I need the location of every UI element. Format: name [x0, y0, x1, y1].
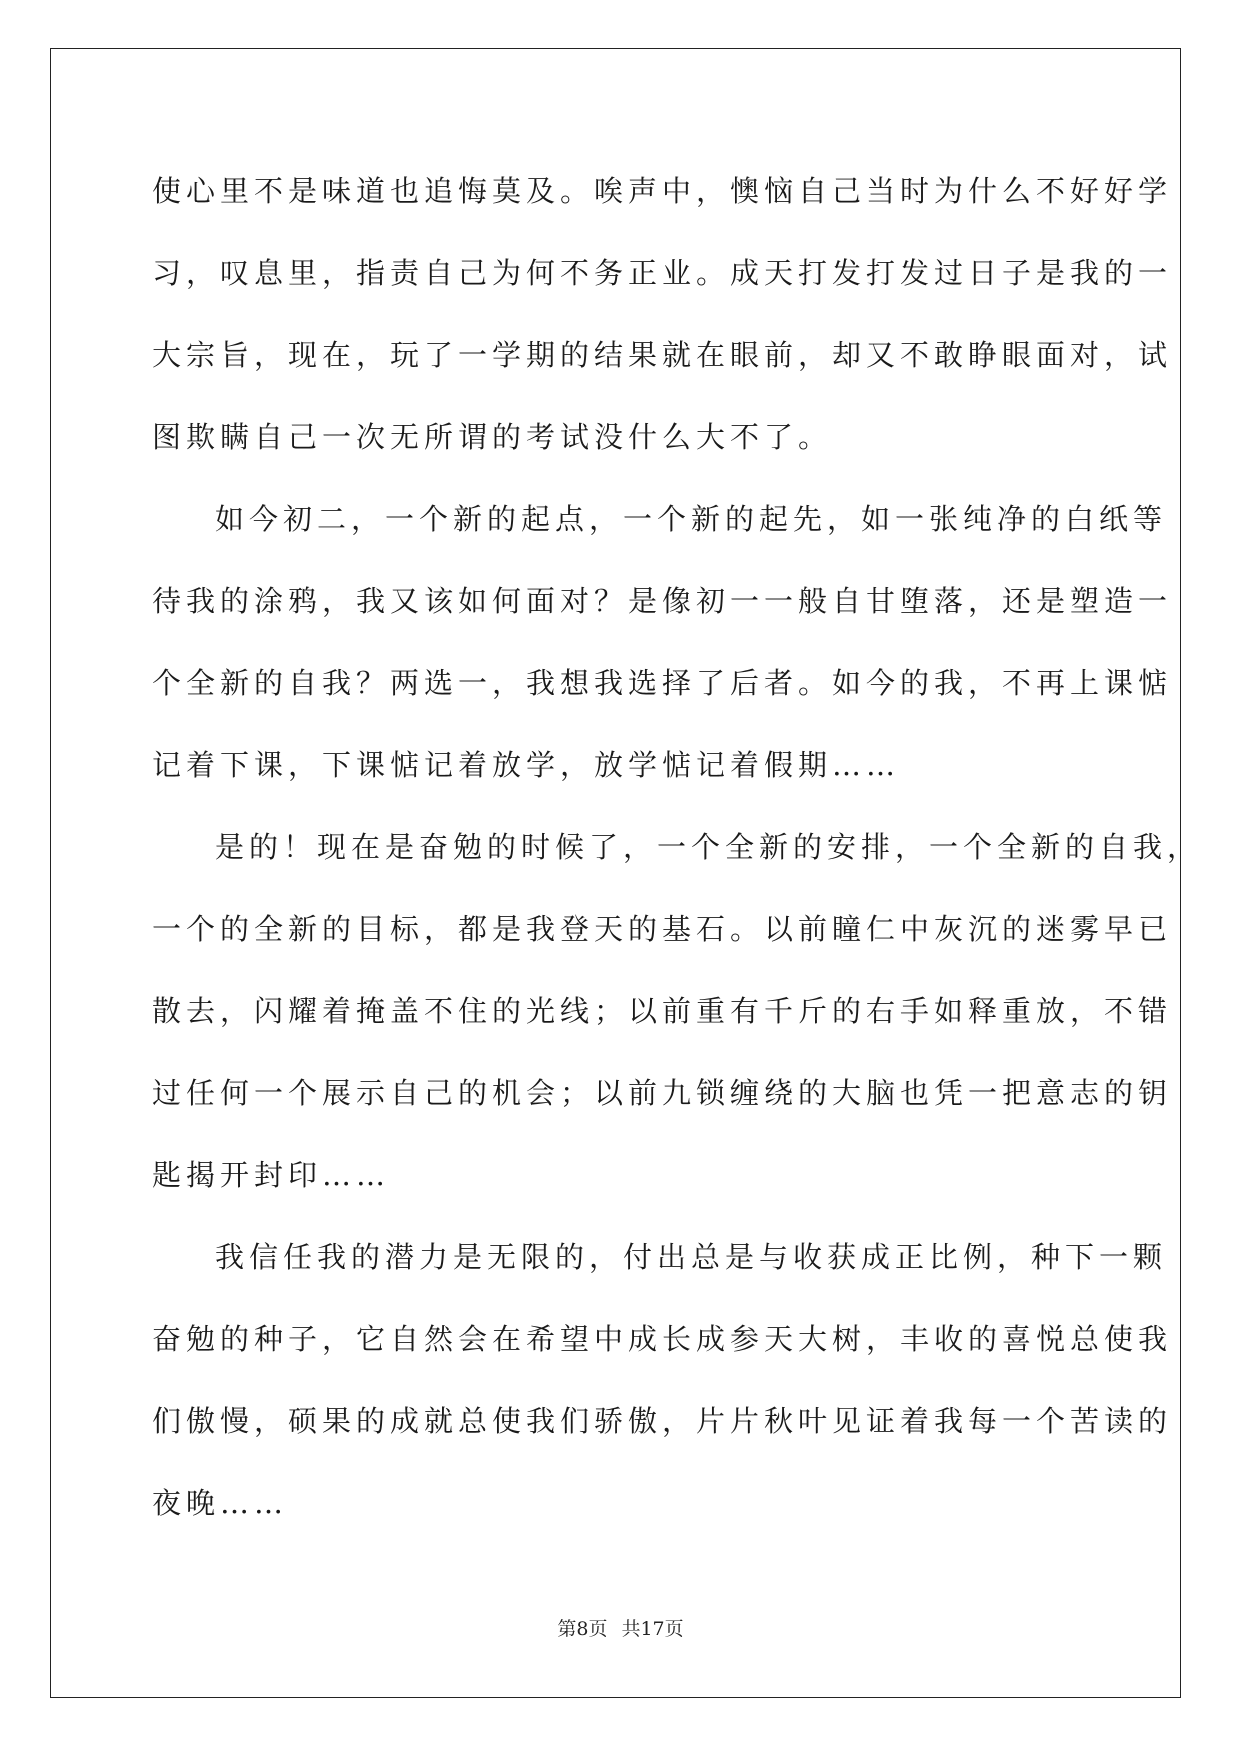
text-line: 图欺瞒自己一次无所谓的考试没什么大不了。 [152, 420, 833, 454]
page-number: 第8页 [557, 1618, 608, 1640]
paragraph-start-line: 我信任我的潜力是无限的，付出总是与收获成正比例，种下一颗 [215, 1240, 1168, 1274]
document-body [152, 150, 1202, 1544]
paragraph-start-line: 是的！现在是奋勉的时候了，一个全新的安排，一个全新的自我， [215, 830, 1202, 864]
text-line: 夜晚…… [152, 1486, 289, 1520]
text-line: 散去，闪耀着掩盖不住的光线；以前重有千斤的右手如释重放，不错 [152, 994, 1173, 1028]
text-line: 个全新的自我？两选一，我想我选择了后者。如今的我，不再上课惦 [152, 666, 1173, 700]
text-line: 过任何一个展示自己的机会；以前九锁缠绕的大脑也凭一把意志的钥 [152, 1076, 1173, 1110]
paragraph-start-line: 如今初二，一个新的起点，一个新的起先，如一张纯净的白纸等 [215, 502, 1168, 536]
text-line: 习，叹息里，指责自己为何不务正业。成天打发打发过日子是我的一 [152, 256, 1173, 290]
text-line: 奋勉的种子，它自然会在希望中成长成参天大树，丰收的喜悦总使我 [152, 1322, 1173, 1356]
text-line: 待我的涂鸦，我又该如何面对？是像初一一般自甘堕落，还是塑造一 [152, 584, 1173, 618]
page-footer [0, 1614, 1241, 1641]
text-line: 一个的全新的目标，都是我登天的基石。以前瞳仁中灰沉的迷雾早已 [152, 912, 1173, 946]
text-line: 们傲慢，硕果的成就总使我们骄傲，片片秋叶见证着我每一个苦读的 [152, 1404, 1173, 1438]
text-line: 匙揭开封印…… [152, 1158, 391, 1192]
page-total: 共17页 [621, 1618, 684, 1640]
text-line: 记着下课，下课惦记着放学，放学惦记着假期…… [152, 748, 901, 782]
text-line: 使心里不是味道也追悔莫及。唉声中，懊恼自己当时为什么不好好学 [152, 174, 1173, 208]
text-line: 大宗旨，现在，玩了一学期的结果就在眼前，却又不敢睁眼面对，试 [152, 338, 1173, 372]
